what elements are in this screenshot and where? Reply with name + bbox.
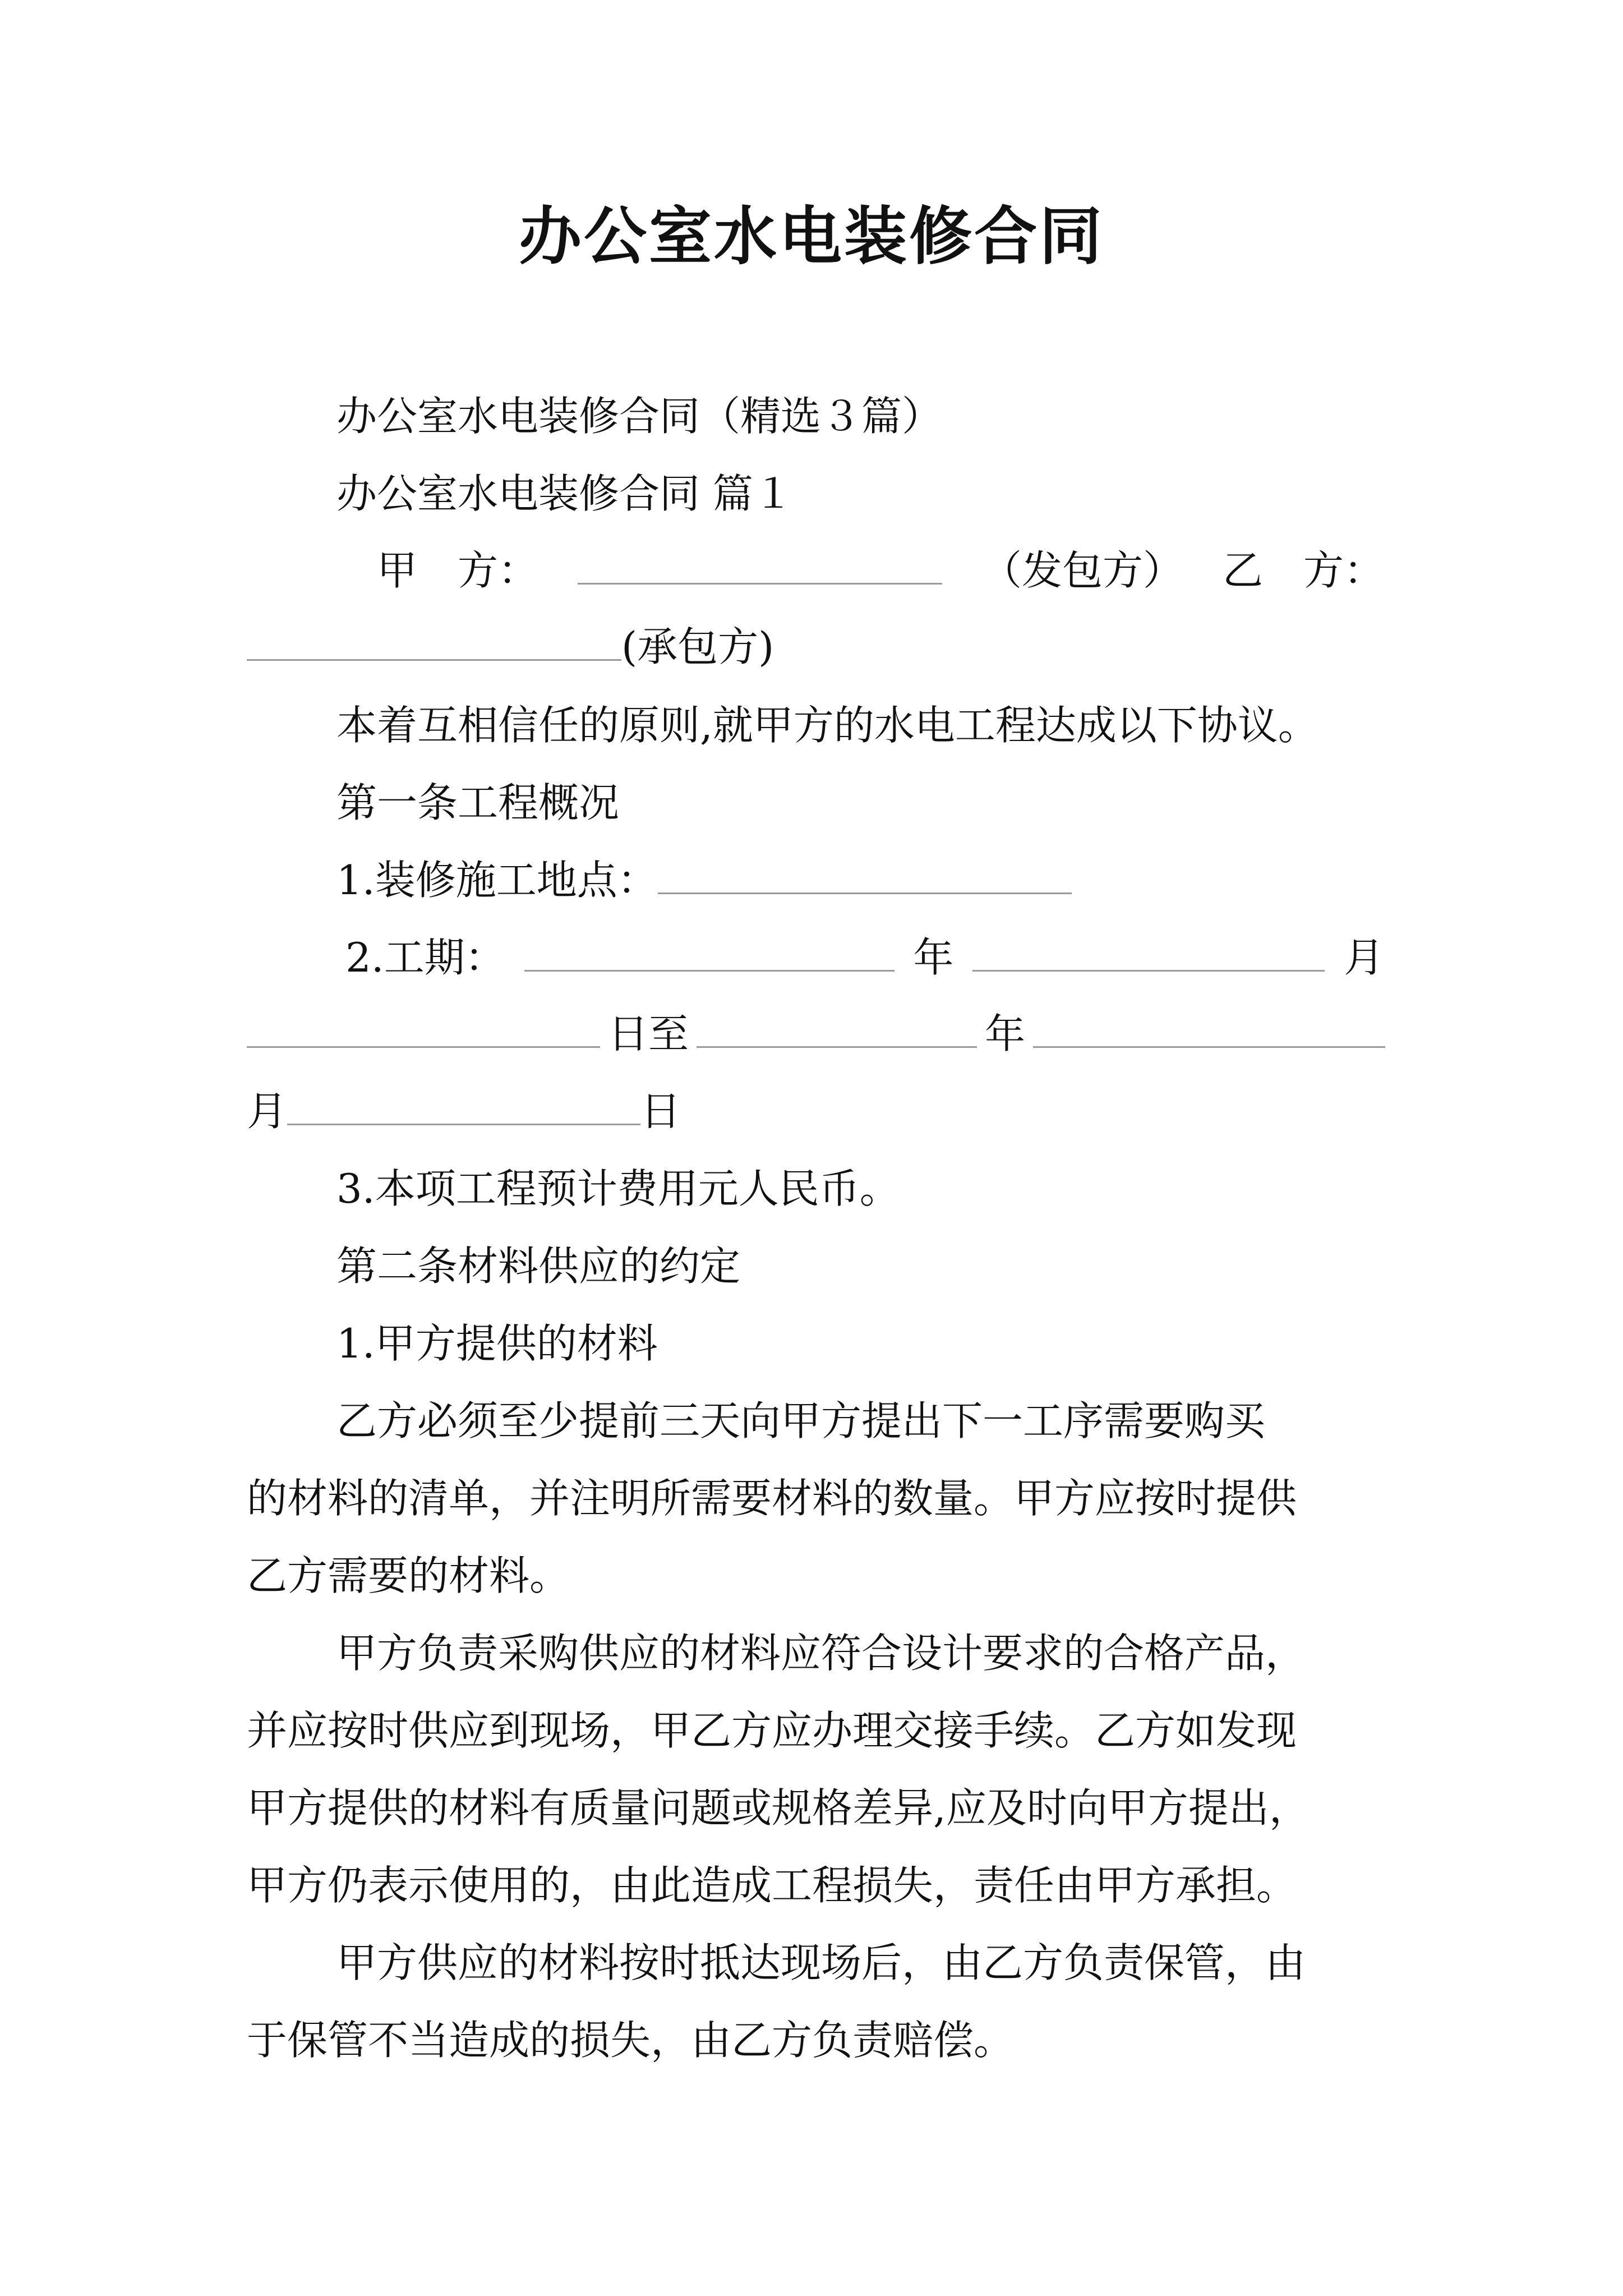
item-2-label: 2.工期：: [345, 934, 505, 981]
party-line: [377, 542, 1384, 599]
month-label-2: 月: [247, 1088, 288, 1135]
duration-line-1: [345, 930, 1384, 986]
section-heading: 办公室水电装修合同 篇１: [336, 470, 794, 517]
start-day-blank[interactable]: [247, 1007, 600, 1048]
party-b-role: (承包方): [621, 623, 774, 670]
duration-line-3: [247, 1083, 681, 1139]
para-3-line-2: 于保管不当造成的损失，由乙方负责赔偿。: [247, 2017, 1015, 2064]
party-a-blank[interactable]: [578, 544, 942, 585]
article-2-heading: 第二条材料供应的约定: [336, 1243, 741, 1290]
year-label: 年: [913, 934, 954, 981]
party-b-label: 乙 方：: [1222, 547, 1384, 594]
item-1-line: [336, 852, 1072, 908]
supplied-materials-heading: 1.甲方提供的材料: [336, 1320, 658, 1367]
para-1-line-1: 乙方必须至少提前三天向甲方提出下一工序需要购买: [336, 1397, 1266, 1444]
para-2-line-1: 甲方负责采购供应的材料应符合设计要求的合格产品，: [336, 1630, 1306, 1677]
party-a-role: （发包方）: [981, 547, 1183, 594]
duration-line-2: [247, 1006, 1385, 1062]
day-label: 日: [640, 1088, 681, 1135]
end-year-blank[interactable]: [697, 1007, 977, 1048]
party-a-label: 甲 方：: [377, 547, 539, 594]
para-1-line-3: 乙方需要的材料。: [247, 1552, 570, 1599]
para-3-line-1: 甲方供应的材料按时抵达现场后，由乙方负责保管，由: [336, 1939, 1306, 1986]
day-to-label: 日至: [607, 1010, 689, 1057]
party-b-blank[interactable]: [247, 620, 621, 661]
para-1-line-2: 的材料的清单，并注明所需要材料的数量。甲方应按时提供: [247, 1475, 1297, 1522]
para-2-line-2: 并应按时供应到现场，甲乙方应办理交接手续。乙方如发现: [247, 1707, 1297, 1754]
start-month-blank[interactable]: [972, 931, 1325, 972]
site-address-blank[interactable]: [658, 853, 1072, 894]
document-title: 办公室水电装修合同: [519, 200, 1104, 273]
intro-text: 本着互相信任的原则,就甲方的水电工程达成以下协议。: [336, 702, 1318, 749]
year-label-2: 年: [984, 1010, 1025, 1057]
para-2-line-4: 甲方仍表示使用的，由此造成工程损失，责任由甲方承担。: [247, 1862, 1297, 1909]
article-1-heading: 第一条工程概况: [336, 779, 620, 826]
month-label: 月: [1343, 934, 1384, 981]
subtitle: 办公室水电装修合同（精选３篇）: [336, 393, 943, 440]
para-2-line-3: 甲方提供的材料有质量问题或规格差异,应及时向甲方提出，: [247, 1784, 1310, 1832]
party-b-line: [247, 619, 774, 675]
item-3: 3.本项工程预计费用元人民币。: [336, 1165, 900, 1212]
end-day-blank[interactable]: [287, 1084, 640, 1125]
item-1-label: 1.装修施工地点：: [336, 857, 658, 904]
start-year-blank[interactable]: [524, 931, 895, 972]
end-month-blank[interactable]: [1033, 1007, 1385, 1048]
